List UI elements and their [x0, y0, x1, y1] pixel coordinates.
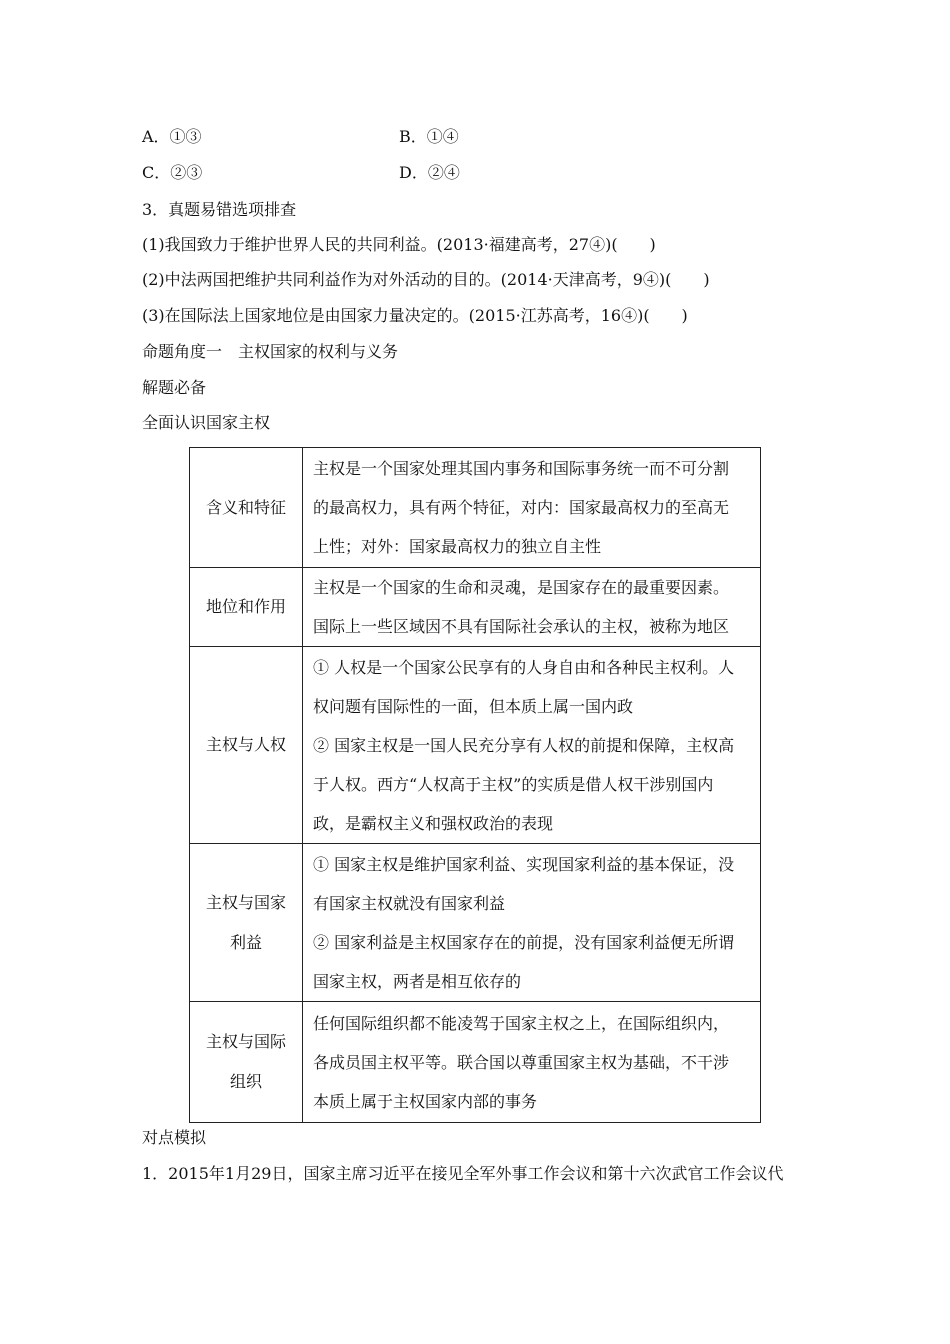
- row-heading-line: 利益: [229, 932, 262, 952]
- essentials-label: 解题必备: [142, 378, 207, 397]
- row-content: [303, 448, 761, 568]
- row-heading: [190, 844, 303, 1002]
- row-heading: [190, 448, 303, 568]
- row-content-line: 的最高权力，具有两个特征，对内：国家最高权力的至高无: [313, 498, 730, 517]
- row-content: [303, 568, 761, 647]
- row-content: [303, 647, 761, 844]
- row-heading-line: 主权与人权: [205, 735, 286, 754]
- row-content: [303, 1002, 761, 1123]
- sovereignty-table: [189, 447, 761, 1123]
- row-content-line: ① 国家主权是维护国家利益、实现国家利益的基本保证，没: [313, 854, 735, 874]
- row-content-line: ① 人权是一个国家公民享有的人身自由和各种民主权利。人: [313, 657, 735, 677]
- row-heading: [190, 568, 303, 647]
- table-row: [190, 448, 761, 568]
- row-content-line: 各成员国主权平等。联合国以尊重国家主权为基础，不干涉: [313, 1052, 730, 1072]
- row-heading-line: 主权与国家: [205, 892, 286, 912]
- review-item-1: (1)我国致力于维护世界人民的共同利益。(2013·福建高考，27④)( ): [142, 235, 656, 254]
- section-title: 3．真题易错选项排查: [142, 200, 297, 219]
- row-content-line: 上性；对外：国家最高权力的独立自主性: [313, 537, 602, 556]
- row-content-line: 国际上一些区域因不具有国际社会承认的主权，被称为地区: [313, 617, 730, 636]
- option-d: D．②④: [399, 163, 460, 182]
- row-heading: [190, 1002, 303, 1123]
- option-a: A．①③: [142, 127, 202, 146]
- row-content-line: ② 国家主权是一国人民充分享有人权的前提和保障，主权高: [313, 735, 735, 755]
- option-c: C．②③: [142, 163, 203, 182]
- angle-title: 命题角度一 主权国家的权利与义务: [142, 342, 399, 361]
- row-heading-line: 组织: [229, 1072, 262, 1091]
- table-row: [190, 1002, 761, 1123]
- row-heading-line: 主权与国际: [205, 1032, 286, 1051]
- table-row: [190, 647, 761, 844]
- row-heading-line: 含义和特征: [205, 497, 286, 517]
- review-item-2: (2)中法两国把维护共同利益作为对外活动的目的。(2014·天津高考，9④)( ): [142, 270, 710, 289]
- row-content-line: 本质上属于主权国家内部的事务: [313, 1091, 538, 1111]
- table-row: [190, 568, 761, 647]
- row-content-line: 主权是一个国家的生命和灵魂，是国家存在的最重要因素。: [313, 578, 730, 597]
- row-content-line: ② 国家利益是主权国家存在的前提，没有国家利益便无所谓: [313, 932, 735, 952]
- row-heading: [190, 647, 303, 844]
- row-heading-line: 地位和作用: [205, 597, 286, 616]
- table-row: [190, 844, 761, 1002]
- review-item-3: (3)在国际法上国家地位是由国家力量决定的。(2015·江苏高考，16④)( ): [142, 306, 688, 325]
- row-content-line: 于人权。西方“人权高于主权”的实质是借人权干涉别国内: [313, 774, 714, 794]
- row-content-line: 权问题有国际性的一面，但本质上属一国内政: [313, 696, 634, 716]
- table-title: 全面认识国家主权: [142, 413, 271, 432]
- row-content-line: 任何国际组织都不能凌驾于国家主权之上，在国际组织内，: [313, 1013, 730, 1033]
- row-content-line: 主权是一个国家处理其国内事务和国际事务统一而不可分割: [313, 459, 730, 478]
- row-content-line: 有国家主权就没有国家利益: [313, 893, 506, 913]
- option-b: B．①④: [399, 127, 459, 146]
- row-content-line: 政，是霸权主义和强权政治的表现: [313, 813, 554, 833]
- question-1: 1．2015年1月29日，国家主席习近平在接见全军外事工作会议和第十六次武官工作会议代: [142, 1164, 784, 1183]
- row-content-line: 国家主权，两者是相互依存的: [313, 971, 522, 991]
- row-content: [303, 844, 761, 1002]
- practice-label: 对点模拟: [142, 1128, 207, 1147]
